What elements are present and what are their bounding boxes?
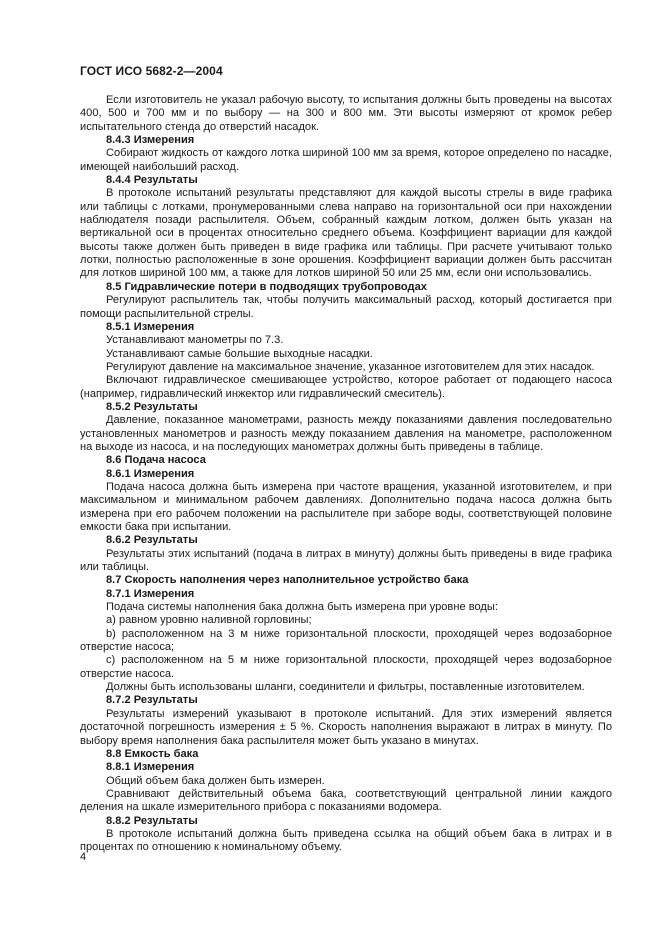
section-heading: 8.5.1 Измерения: [106, 320, 195, 333]
document-header: ГОСТ ИСО 5682-2—2004: [80, 64, 223, 78]
section-heading: 8.7.1 Измерения: [106, 587, 195, 600]
paragraph: Результаты этих испытаний (подача в литрах в минуту) должны быть приведены в виде графика или таблицы.: [80, 547, 612, 574]
paragraph: Должны быть использованы шланги, соединители и фильтры, поставленные изготовителем.: [106, 681, 585, 694]
section-heading: 8.7.2 Результаты: [106, 694, 198, 707]
section-heading: 8.6 Подача насоса: [106, 454, 206, 467]
paragraph: Сравнивают действительный объема бака, соответствующий центральной линии каждого деления на шкале измерительного прибора с показаниями водомера.: [80, 787, 612, 814]
list-item: а) равном уровню наливной горловины;: [106, 614, 312, 627]
section-heading: 8.7 Скорость наполнения через наполнительное устройство бака: [106, 574, 469, 587]
section-heading: 8.8.2 Результаты: [106, 814, 198, 827]
paragraph: Устанавливают манометры по 7.3.: [106, 334, 284, 347]
paragraph: Подача системы наполнения бака должна быть измерена при уровне воды:: [106, 601, 498, 614]
list-item: с) расположенном на 5 м ниже горизонтальной плоскости, проходящей через водозаборное отверстие насоса.: [80, 654, 612, 680]
paragraph: Регулируют давление на максимальное значение, указанное изготовителем для этих насадок.: [106, 360, 595, 373]
section-heading: 8.8.1 Измерения: [106, 761, 195, 774]
paragraph: Результаты измерений указывают в протоколе испытаний. Для этих измерений является достаточной погрешность измерения ± 5 %. Скорость наполнения выражают в литрах в минуту. По выбору время наполнения бака распылителя может быть указано в минутах.: [80, 707, 612, 747]
section-heading: 8.6.2 Результаты: [106, 534, 198, 547]
paragraph: Устанавливают самые большие выходные насадки.: [106, 347, 373, 360]
paragraph: Общий объем бака должен быть измерен.: [106, 774, 325, 787]
section-heading: 8.4.3 Измерения: [106, 134, 195, 147]
section-heading: 8.5 Гидравлические потери в подводящих трубопроводах: [106, 280, 427, 293]
paragraph: Подача насоса должна быть измерена при частоте вращения, указанной изготовителем, и при максимальном и минимальном рабочем давлениях. Дополнительно подача насоса должна быть измерена при его рабочем положении на распылителе при заборе воды, соответствующей половине емкости бака при испытании.: [80, 480, 612, 533]
section-heading: 8.8 Емкость бака: [106, 747, 199, 760]
list-item: b) расположенном на 3 м ниже горизонтальной плоскости, проходящей через водозаборное отверстие насоса;: [80, 627, 612, 654]
paragraph: Регулируют распылитель так, чтобы получить максимальный расход, который достигается при помощи распылительной стрелы.: [80, 294, 612, 320]
section-heading: 8.4.4 Результаты: [106, 174, 198, 187]
paragraph: Собирают жидкость от каждого лотка шириной 100 мм за время, которое определено по насадке, имеющей наибольший расход.: [80, 147, 612, 173]
page-number: 4: [80, 851, 87, 863]
paragraph: Если изготовитель не указал рабочую высоту, то испытания должны быть проведены на высотах 400, 500 и 700 мм и по выбору — на 300 и 800 мм. Эти высоты измеряют от кромок ребер испытательного стенда до отверстий насадок.: [80, 94, 612, 133]
section-heading: 8.6.1 Измерения: [106, 467, 195, 480]
paragraph: Включают гидравлическое смешивающее устройство, которое работает от подающего насоса (например, гидравлический инжектор или гидравлический смеситель).: [80, 374, 612, 400]
document-body: [80, 94, 612, 855]
paragraph: В протоколе испытаний результаты представляют для каждой высоты стрелы в виде графика или таблицы с лотками, пронумерованными слева направо на горизонтальной оси при нахождении наблюдателя позади распылителя. Объем, собранный каждым лотком, должен быть указан на вертикальной оси в процентах относительно среднего объема. Коэффициент вариации для каждой высоты также должен быть приведен в виде графика или таблицы. При расчете учитывают только лотки, полностью расположенные в зоне орошения. Коэффициент вариации должен быть рассчитан для лотков шириной 100 мм, а также для лотков шириной 50 или 25 мм, если они использовались.: [80, 187, 612, 280]
paragraph: В протоколе испытаний должна быть приведена ссылка на общий объем бака в литрах и в процентах по отношению к номинальному объему.: [80, 827, 612, 854]
paragraph: Давление, показанное манометрами, разность между показаниями давления последовательно установленных манометров и разность между показанием давления на манометре, расположенном на выходе из насоса, и на последующих манометрах должны быть приведены в таблице.: [80, 414, 612, 453]
section-heading: 8.5.2 Результаты: [106, 400, 198, 413]
